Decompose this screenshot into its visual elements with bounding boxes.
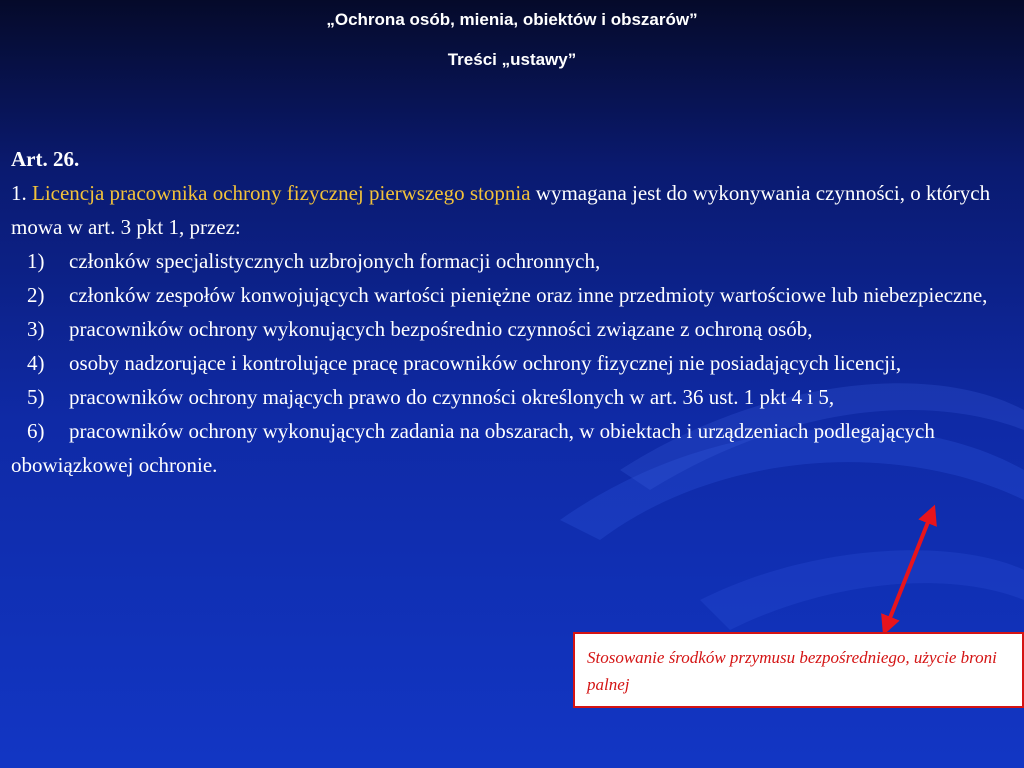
article-content	[11, 142, 1011, 482]
list-item-number: 4)	[27, 351, 45, 375]
license-highlight: Licencja pracownika ochrony fizycznej pierwszego stopnia	[32, 181, 531, 205]
callout-box	[573, 632, 1024, 708]
list-item-number: 2)	[27, 283, 45, 307]
list-item	[11, 346, 1011, 380]
list-item	[11, 414, 1011, 482]
list-item	[11, 380, 1011, 414]
list-item-number: 3)	[27, 317, 45, 341]
list-item-text: pracowników ochrony mających prawo do czynności określonych w art. 36 ust. 1 pkt 4 i 5,	[69, 385, 835, 409]
slide-title: „Ochrona osób, mienia, obiektów i obszarów”	[326, 10, 698, 29]
list-item-number: 6)	[27, 419, 45, 443]
intro-text: wymagana jest do wykonywania czynności, o których mowa w art. 3 pkt 1, przez:	[11, 181, 991, 239]
list-item-text: pracowników ochrony wykonujących bezpośrednio czynności związane z ochroną osób,	[69, 317, 813, 341]
list-item	[11, 312, 1011, 346]
list-item	[11, 244, 1011, 278]
slide-subtitle: Treści „ustawy”	[447, 50, 577, 69]
list-item-text: pracowników ochrony wykonujących zadania na obszarach, w obiektach i urządzeniach podlegających obowiązkowej ochronie.	[11, 419, 935, 477]
intro-number: 1.	[11, 181, 27, 205]
list-item-text: osoby nadzorujące i kontrolujące pracę pracowników ochrony fizycznej nie posiadających licencji,	[69, 351, 902, 375]
list-item	[11, 278, 1011, 312]
list-item-text: członków specjalistycznych uzbrojonych formacji ochronnych,	[69, 249, 601, 273]
callout-text: Stosowanie środków przymusu bezpośredniego, użycie broni palnej	[587, 648, 997, 694]
article-intro	[11, 176, 1011, 244]
list-item-number: 1)	[27, 249, 45, 273]
article-heading: Art. 26.	[11, 147, 80, 171]
list-item-number: 5)	[27, 385, 45, 409]
list-item-text: członków zespołów konwojujących wartości pieniężne oraz inne przedmioty wartościowe lub niebezpieczne,	[69, 283, 988, 307]
